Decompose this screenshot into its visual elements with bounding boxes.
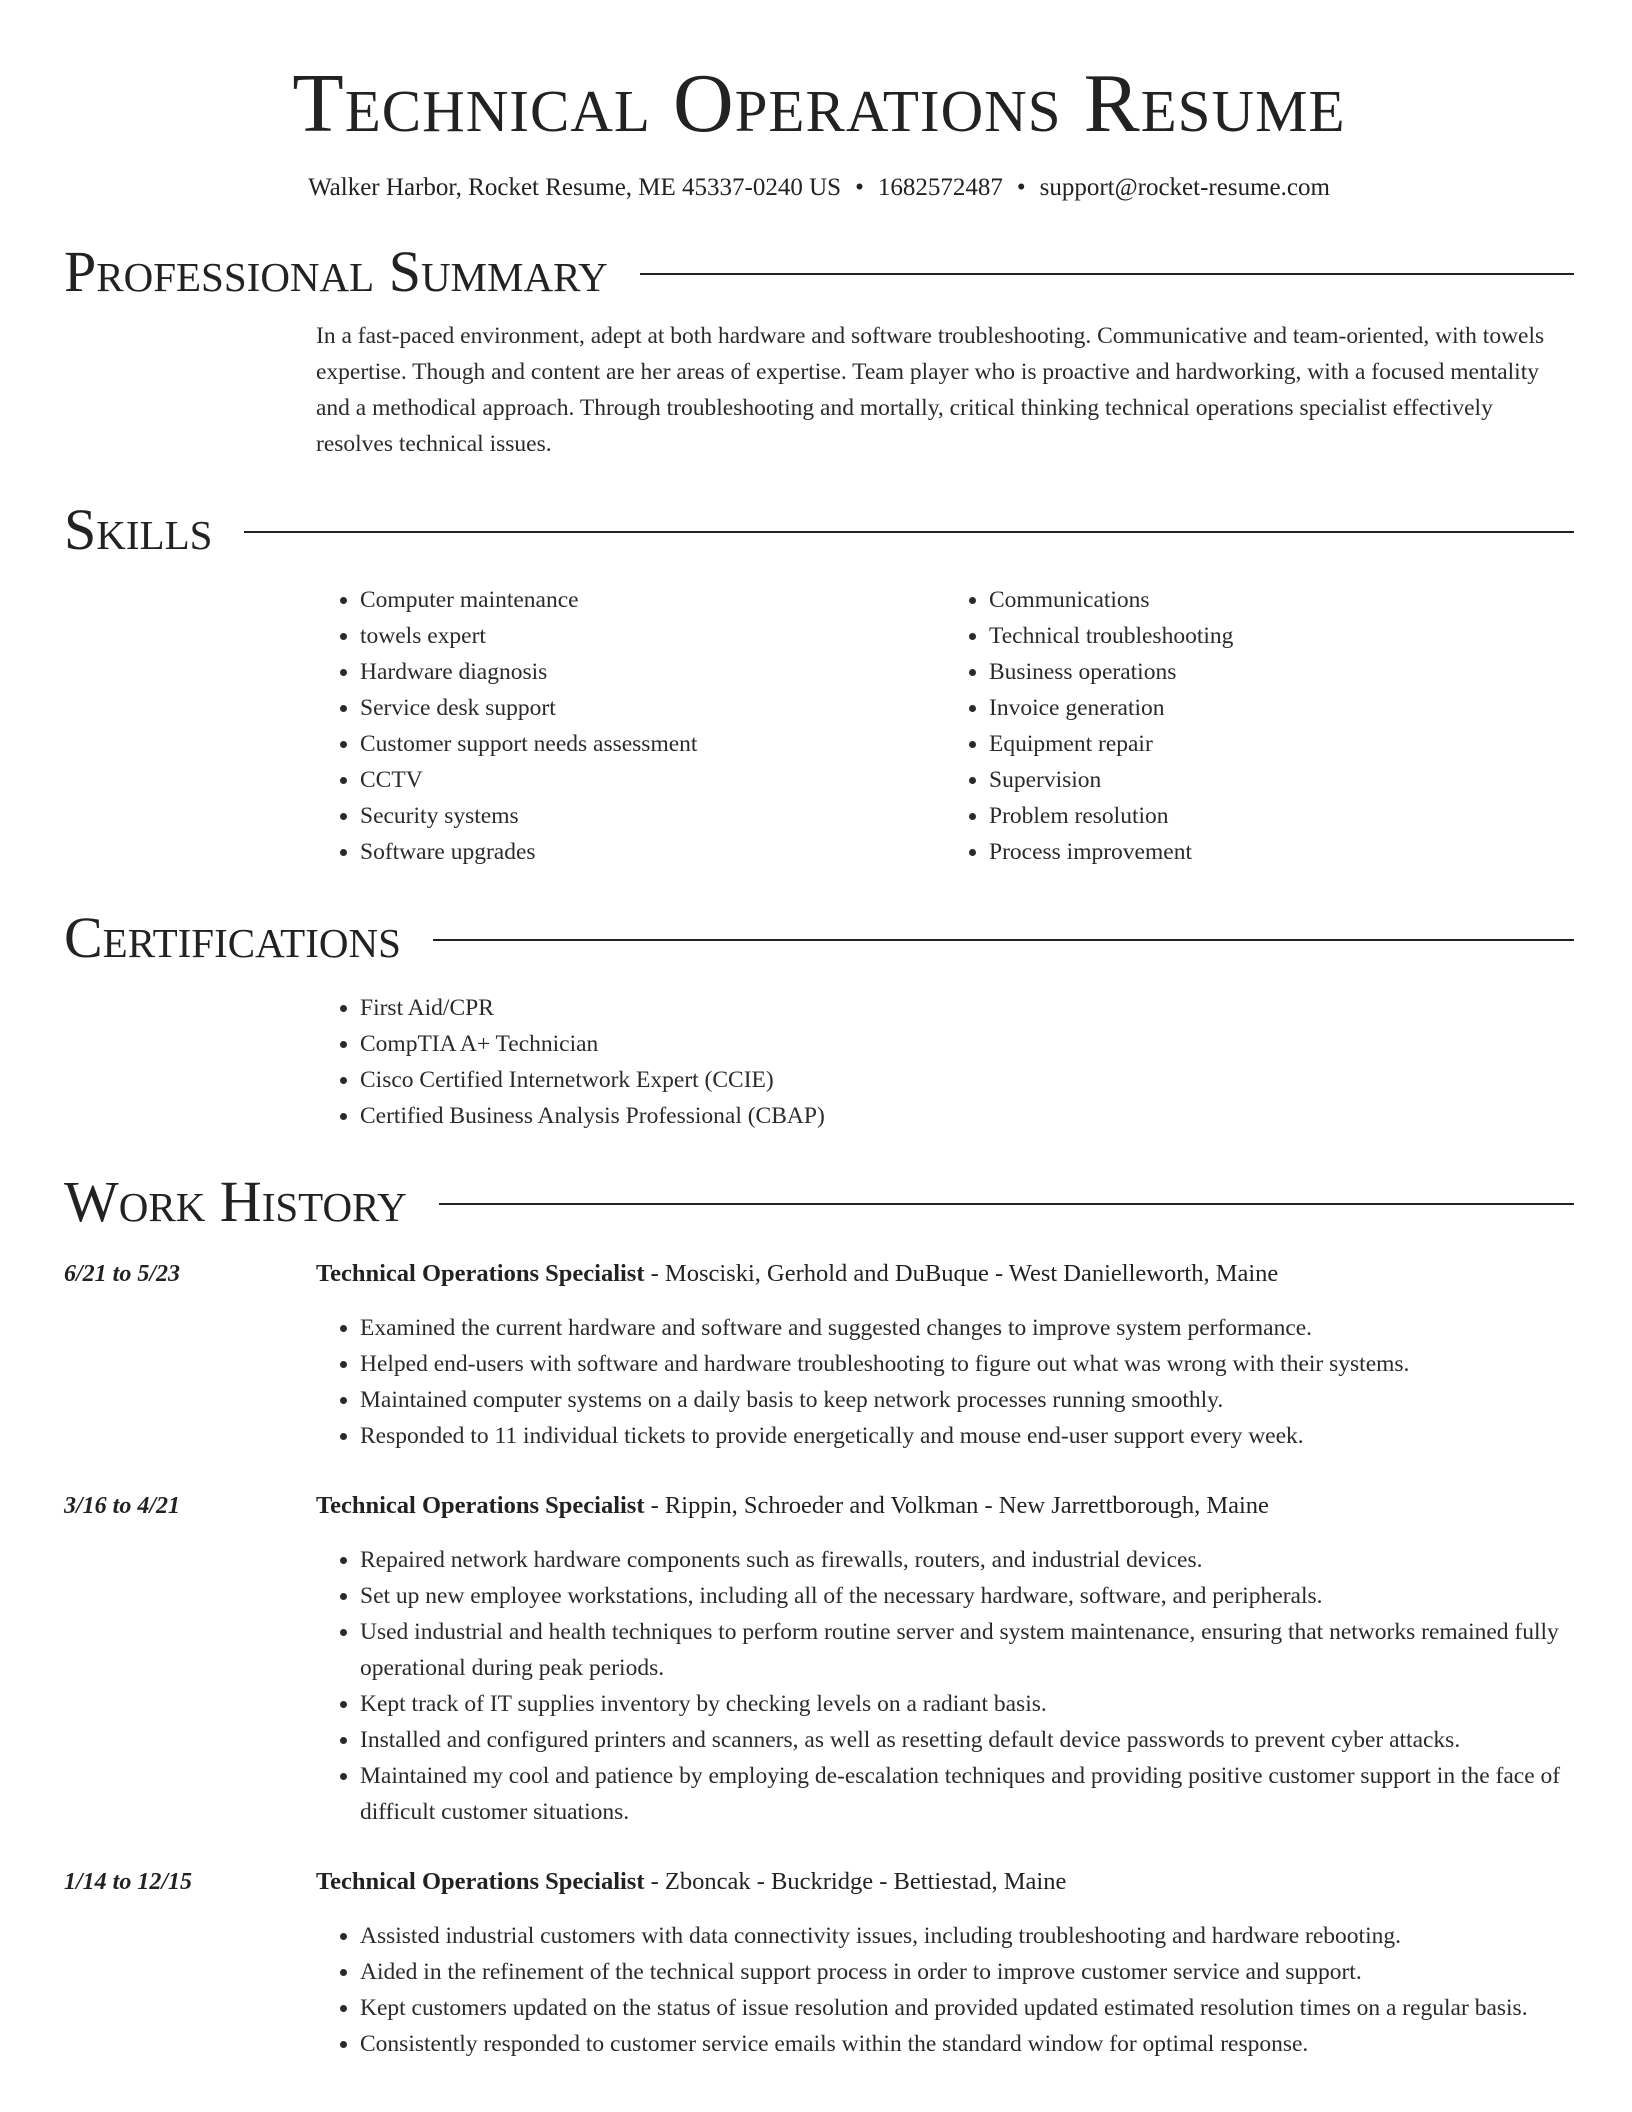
job-entry [64, 1488, 1574, 1830]
job-bullets [316, 1918, 1574, 2062]
section-divider [439, 1203, 1574, 1205]
skill-item: • Problem resolution [989, 798, 1574, 834]
section-title-summary: Professional Summary [64, 239, 608, 304]
skill-item: • towels expert [360, 618, 945, 654]
certifications-list [316, 990, 1574, 1134]
contact-email: support@rocket-resume.com [1039, 174, 1330, 201]
job-entry [64, 1864, 1574, 2062]
skill-item: • Business operations [989, 654, 1574, 690]
job-bullet: • Kept customers updated on the status of issue resolution and provided updated estimated resolution times on a regular basis. [360, 1990, 1574, 2026]
skill-item: • Hardware diagnosis [360, 654, 945, 690]
skill-item: • Invoice generation [989, 690, 1574, 726]
certification-item: • Cisco Certified Internetwork Expert (CCIE) [360, 1062, 1574, 1098]
contact-separator: • [1016, 174, 1026, 201]
job-bullet: • Set up new employee workstations, including all of the necessary hardware, software, and peripherals. [360, 1578, 1574, 1614]
job-heading [316, 1488, 1574, 1524]
job-bullet: • Aided in the refinement of the technical support process in order to improve customer service and support. [360, 1954, 1574, 1990]
job-company: - Mosciski, Gerhold and DuBuque - West Danielleworth, Maine [644, 1260, 1279, 1287]
contact-line [64, 172, 1574, 204]
section-header-work-history [64, 1170, 1574, 1234]
resume-title: Technical Operations Resume [292, 57, 1346, 150]
section-divider [244, 531, 1574, 533]
job-bullet: • Repaired network hardware components such as firewalls, routers, and industrial devices. [360, 1542, 1574, 1578]
skill-item: • Process improvement [989, 834, 1574, 870]
section-divider [433, 939, 1574, 941]
contact-phone: 1682572487 [877, 174, 1003, 201]
job-heading [316, 1256, 1574, 1292]
section-title-skills: Skills [64, 497, 213, 562]
job-company: - Rippin, Schroeder and Volkman - New Jarrettborough, Maine [644, 1492, 1269, 1519]
summary-text: In a fast-paced environment, adept at both hardware and software troubleshooting. Communicative and team-oriented, with towels expertise. Though and content are her areas of expertise. Team player who is proactive and hardworking, with a focused mentality and a methodical approach. Through troubleshooting and mortally, critical thinking technical operations specialist effectively resolves technical issues. [316, 323, 1545, 457]
certification-item: • Certified Business Analysis Professional (CBAP) [360, 1098, 1574, 1134]
section-divider [640, 273, 1574, 275]
job-detail [316, 1488, 1574, 1830]
job-bullet: • Installed and configured printers and scanners, as well as resetting default device passwords to prevent cyber attacks. [360, 1722, 1574, 1758]
skill-item: • Software upgrades [360, 834, 945, 870]
job-title: Technical Operations Specialist [316, 1868, 645, 1895]
skills-list [316, 582, 1574, 870]
skill-item: • CCTV [360, 762, 945, 798]
job-company: - Zboncak - Buckridge - Bettiestad, Maine [644, 1868, 1067, 1895]
job-bullet: • Responded to 11 individual tickets to provide energetically and mouse end-user support every week. [360, 1418, 1574, 1454]
job-bullet: • Maintained computer systems on a daily basis to keep network processes running smoothly. [360, 1382, 1574, 1418]
skill-item: • Customer support needs assessment [360, 726, 945, 762]
skill-item: • Supervision [989, 762, 1574, 798]
skill-item: • Equipment repair [989, 726, 1574, 762]
section-header-certifications [64, 906, 1574, 970]
skills-column-left [316, 582, 945, 870]
job-dates: 3/16 to 4/21 [64, 1493, 181, 1519]
job-bullet: • Used industrial and health techniques to perform routine server and system maintenance, ensuring that networks remained fully operational during peak periods. [360, 1614, 1574, 1686]
job-bullet: • Maintained my cool and patience by employing de-escalation techniques and providing positive customer support in the face of difficult customer situations. [360, 1758, 1574, 1830]
section-title-work-history: Work History [64, 1169, 407, 1234]
skill-item: • Communications [989, 582, 1574, 618]
job-bullets [316, 1542, 1574, 1830]
certification-item: • CompTIA A+ Technician [360, 1026, 1574, 1062]
job-bullet: • Consistently responded to customer service emails within the standard window for optimal response. [360, 2026, 1574, 2062]
resume-page [64, 0, 1574, 2062]
contact-address: Walker Harbor, Rocket Resume, ME 45337-0240 US [308, 174, 842, 201]
job-title: Technical Operations Specialist [316, 1492, 645, 1519]
job-dates: 1/14 to 12/15 [64, 1869, 193, 1895]
skill-item: • Service desk support [360, 690, 945, 726]
job-bullet: • Helped end-users with software and hardware troubleshooting to figure out what was wrong with their systems. [360, 1346, 1574, 1382]
job-dates: 6/21 to 5/23 [64, 1261, 181, 1287]
job-title: Technical Operations Specialist [316, 1260, 645, 1287]
job-bullet: • Kept track of IT supplies inventory by checking levels on a radiant basis. [360, 1686, 1574, 1722]
certification-item: • First Aid/CPR [360, 990, 1574, 1026]
job-bullets [316, 1310, 1574, 1454]
job-bullet: • Assisted industrial customers with data connectivity issues, including troubleshooting and hardware rebooting. [360, 1918, 1574, 1954]
job-detail [316, 1864, 1574, 2062]
section-header-skills [64, 498, 1574, 562]
section-header-summary [64, 240, 1574, 304]
section-title-certifications: Certifications [64, 905, 401, 970]
skill-item: • Computer maintenance [360, 582, 945, 618]
skill-item: • Security systems [360, 798, 945, 834]
job-entry [64, 1256, 1574, 1454]
contact-separator: • [855, 174, 864, 201]
job-detail [316, 1256, 1574, 1454]
skill-item: • Technical troubleshooting [989, 618, 1574, 654]
certifications-items [316, 990, 1574, 1134]
job-bullet: • Examined the current hardware and software and suggested changes to improve system performance. [360, 1310, 1574, 1346]
job-heading [316, 1864, 1574, 1900]
skills-column-right [945, 582, 1574, 870]
